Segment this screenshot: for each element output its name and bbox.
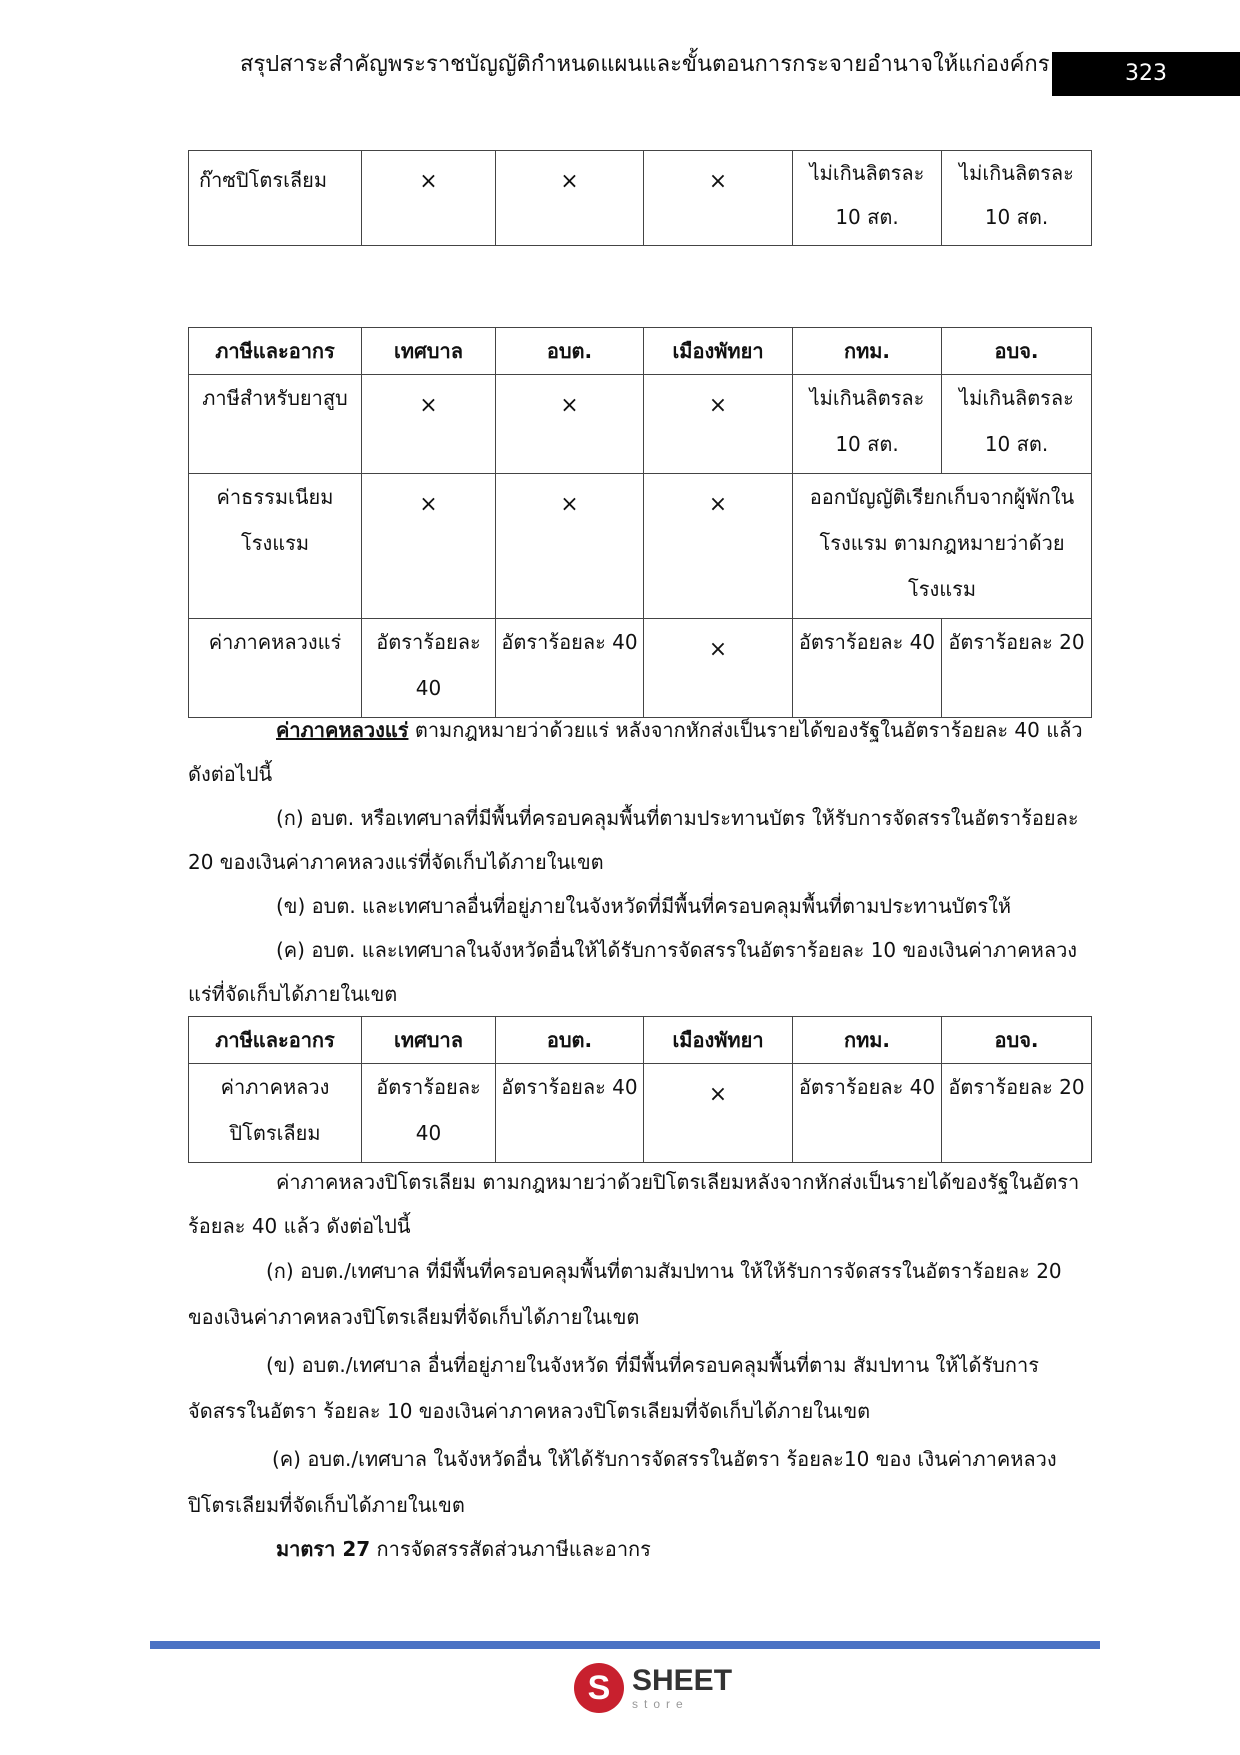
table-cell: ค่าภาคหลวงแร่ bbox=[189, 619, 362, 718]
cross-mark: × bbox=[560, 393, 579, 418]
table-cell bbox=[496, 375, 644, 474]
cross-mark: × bbox=[419, 492, 438, 517]
table-cell: ไม่เกินลิตรละ 10 สต. bbox=[942, 375, 1092, 474]
logo-main-text: SHEET bbox=[632, 1664, 733, 1697]
table-row bbox=[189, 619, 1092, 718]
term-mineral-royalty: ค่าภาคหลวงแร่ bbox=[276, 718, 409, 742]
table-cell: อัตราร้อยละ 20 bbox=[942, 1064, 1092, 1163]
table-row bbox=[189, 151, 1092, 246]
cross-mark: × bbox=[708, 393, 728, 418]
cross-mark: × bbox=[419, 169, 438, 194]
table-cell bbox=[644, 151, 793, 246]
column-header: เทศบาล bbox=[362, 328, 496, 375]
cross-mark: × bbox=[708, 637, 728, 662]
cross-mark: × bbox=[560, 169, 579, 194]
table-cell bbox=[496, 474, 644, 619]
paragraph-item-b: (ข) อบต. และเทศบาลอื่นที่อยู่ภายในจังหวัดที่มีพื้นที่ครอบคลุมพื้นที่ตามประทานบัตรให้ bbox=[276, 894, 1012, 918]
table-cell: อัตราร้อยละ 40 bbox=[496, 1064, 644, 1163]
paragraph-mineral-royalty bbox=[188, 708, 1091, 796]
column-header: เมืองพัทยา bbox=[644, 1017, 793, 1064]
table-row bbox=[189, 375, 1092, 474]
column-header: ภาษีและอากร bbox=[189, 328, 362, 375]
table-petroleum-royalty bbox=[188, 1016, 1092, 1163]
table-header-row bbox=[189, 1017, 1092, 1064]
table-cell: ไม่เกินลิตรละ 10 สต. bbox=[793, 151, 942, 246]
table-row bbox=[189, 474, 1092, 619]
table-cell: ค่าธรรมเนียมโรงแรม bbox=[189, 474, 362, 619]
table-cell bbox=[644, 375, 793, 474]
column-header: ภาษีและอากร bbox=[189, 1017, 362, 1064]
table-cell bbox=[644, 1064, 793, 1163]
paragraph-petroleum-royalty: ค่าภาคหลวงปิโตรเลียม ตามกฎหมายว่าด้วยปิโตรเลียมหลังจากหักส่งเป็นรายได้ของรัฐในอัตราร้อยละ 40 แล้ว ดังต่อไปนี้ bbox=[188, 1170, 1080, 1238]
table-cell: ภาษีสำหรับยาสูบ bbox=[189, 375, 362, 474]
section-label: มาตรา 27 bbox=[276, 1537, 371, 1561]
column-header: เทศบาล bbox=[362, 1017, 496, 1064]
cross-mark: × bbox=[560, 492, 579, 517]
table-row bbox=[189, 1064, 1092, 1163]
table-cell: ค่าภาคหลวงปิโตรเลียม bbox=[189, 1064, 362, 1163]
table-cell: อัตราร้อยละ 20 bbox=[942, 619, 1092, 718]
table-cell: ออกบัญญัติเรียกเก็บจากผู้พักในโรงแรม ตามกฎหมายว่าด้วยโรงแรม bbox=[793, 474, 1092, 619]
logo-s-icon: S bbox=[574, 1663, 624, 1713]
cross-mark: × bbox=[419, 393, 438, 418]
table-cell: ไม่เกินลิตรละ 10 สต. bbox=[793, 375, 942, 474]
cross-mark: × bbox=[708, 169, 728, 194]
table-cell: อัตราร้อยละ 40 bbox=[362, 619, 496, 718]
table-cell bbox=[496, 151, 644, 246]
table-tax-allocation bbox=[188, 327, 1092, 718]
paragraph-item-a: (ก) อบต. หรือเทศบาลที่มีพื้นที่ครอบคลุมพื้นที่ตามประทานบัตร ให้รับการจัดสรรในอัตราร้อยละ 20 ของเงินค่าภาคหลวงแร่ที่จัดเก็บได้ภายในเขต bbox=[188, 806, 1079, 874]
table-cell: อัตราร้อยละ 40 bbox=[496, 619, 644, 718]
table-cell bbox=[362, 151, 496, 246]
column-header: กทม. bbox=[793, 1017, 942, 1064]
paragraph-section-27 bbox=[188, 1527, 1091, 1571]
column-header: เมืองพัทยา bbox=[644, 328, 793, 375]
paragraph-item-c: (ค) อบต. และเทศบาลในจังหวัดอื่นให้ได้รับการจัดสรรในอัตราร้อยละ 10 ของเงินค่าภาคหลวงแร่ที่จัดเก็บได้ภายในเขต bbox=[188, 938, 1078, 1006]
header-title: สรุปสาระสำคัญพระราชบัญญัติกำหนดแผนและขั้นตอนการกระจายอำนาจให้แก่องค์กร bbox=[240, 52, 1050, 77]
paragraph-item-b: (ข) อบต./เทศบาล อื่นที่อยู่ภายในจังหวัด ที่มีพื้นที่ครอบคลุมพื้นที่ตาม สัมปทาน ให้ได้รับการจัดสรรในอัตรา ร้อยละ 10 ของเงินค่าภาคหลวงปิโตรเลียมที่จัดเก็บได้ภายในเขต bbox=[188, 1353, 1039, 1423]
cross-mark: × bbox=[708, 1082, 728, 1107]
table-gas-petroleum bbox=[188, 150, 1092, 246]
column-header: อบจ. bbox=[942, 1017, 1092, 1064]
column-header: อบต. bbox=[496, 1017, 644, 1064]
table-cell: ไม่เกินลิตรละ 10 สต. bbox=[942, 151, 1092, 246]
table-cell: อัตราร้อยละ 40 bbox=[793, 619, 942, 718]
cross-mark: × bbox=[708, 492, 728, 517]
sheet-store-logo bbox=[574, 1660, 744, 1716]
page-number: 323 bbox=[1052, 52, 1240, 96]
column-header: อบต. bbox=[496, 328, 644, 375]
paragraph-text: ตามกฎหมายว่าด้วยแร่ หลังจากหักส่งเป็นรายได้ของรัฐในอัตราร้อยละ 40 แล้วดังต่อไปนี้ bbox=[188, 718, 1083, 786]
table-cell: อัตราร้อยละ 40 bbox=[793, 1064, 942, 1163]
table-cell bbox=[362, 375, 496, 474]
footer-rule bbox=[150, 1641, 1100, 1649]
table-cell bbox=[644, 474, 793, 619]
table-cell: ก๊าซปิโตรเลียม bbox=[189, 151, 362, 246]
table-header-row bbox=[189, 328, 1092, 375]
table-cell bbox=[644, 619, 793, 718]
table-cell bbox=[362, 474, 496, 619]
column-header: กทม. bbox=[793, 328, 942, 375]
logo-wordmark bbox=[632, 1666, 732, 1710]
logo-sub-text: store bbox=[632, 1697, 689, 1711]
column-header: อบจ. bbox=[942, 328, 1092, 375]
paragraph-item-c: (ค) อบต./เทศบาล ในจังหวัดอื่น ให้ได้รับการจัดสรรในอัตรา ร้อยละ10 ของ เงินค่าภาคหลวงปิโตรเลียมที่จัดเก็บได้ภายในเขต bbox=[188, 1447, 1057, 1517]
paragraph-item-a: (ก) อบต./เทศบาล ที่มีพื้นที่ครอบคลุมพื้นที่ตามสัมปทาน ให้ให้รับการจัดสรรในอัตราร้อยละ 20 ของเงินค่าภาคหลวงปิโตรเลียมที่จัดเก็บได้ภายในเขต bbox=[188, 1259, 1062, 1329]
section-text: การจัดสรรสัดส่วนภาษีและอากร bbox=[370, 1537, 651, 1561]
table-cell: อัตราร้อยละ 40 bbox=[362, 1064, 496, 1163]
